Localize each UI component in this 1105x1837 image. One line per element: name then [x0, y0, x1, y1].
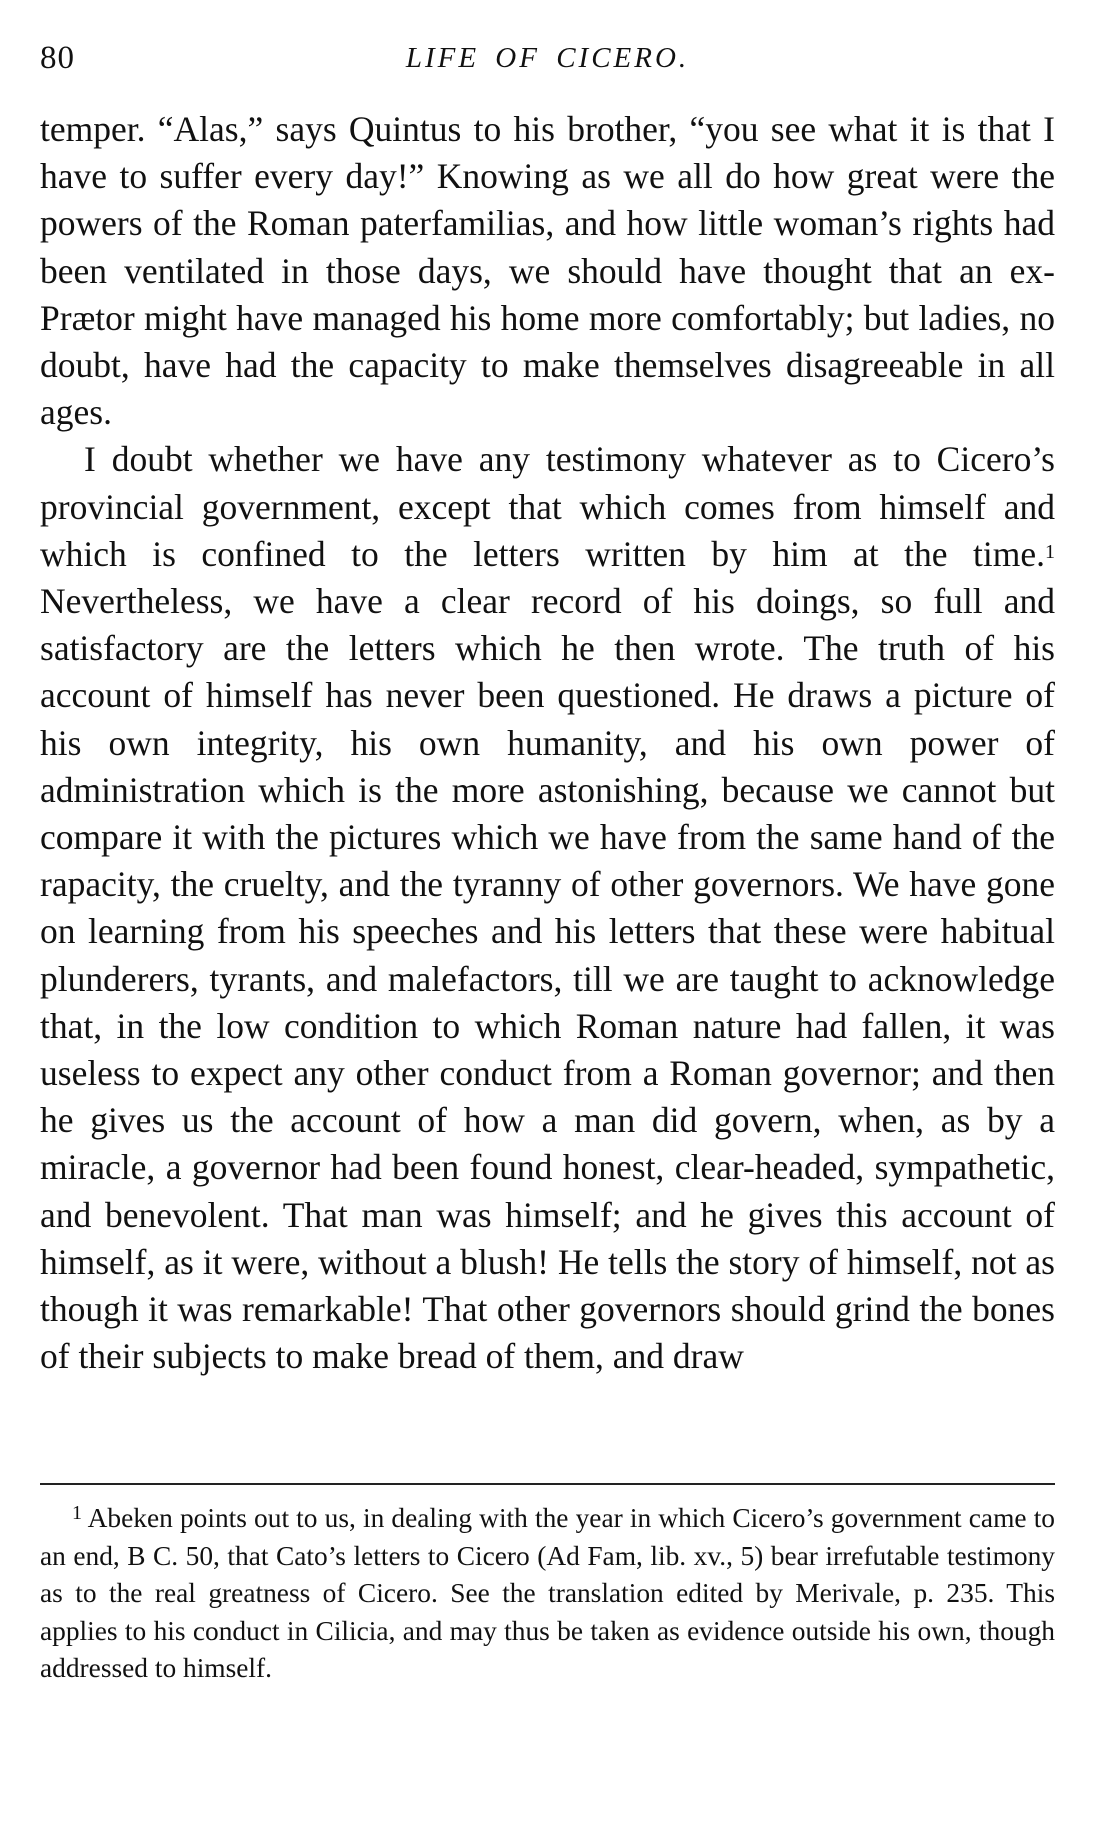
footnote-reference: 1 — [1045, 540, 1055, 563]
paragraph — [40, 436, 1055, 1380]
running-title: LIFE OF CICERO. — [405, 42, 690, 74]
paragraph-text: Nevertheless, we have a clear record of his doings, so full and satisfactory are the letters which he then wrote. The truth of his account of himself has never been questioned. He draws a picture of his own integrity, his own humanity, and his own power of administration which is the more astonishing, because we cannot but compare it with the pictures which we have from the same hand of the rapacity, the cruelty, and the tyranny of other governors. We have gone on learning from his speeches and his letters that these were habitual plunderers, tyrants, and malefactors, till we are taught to acknowledge that, in the low condition to which Roman nature had fallen, it was useless to expect any other conduct from a Roman governor; and then he gives us the account of how a man did govern, when, as by a miracle, a governor had been found honest, clear-headed, sympathetic, and benevolent. That man was himself; and he gives this account of himself, as it were, without a blush! He tells the story of himself, not as though it was remarkable! That other governors should grind the bones of their subjects to make bread of them, and draw — [40, 581, 1055, 1377]
paragraph: temper. “Alas,” says Quintus to his brother, “you see what it is that I have to suffer every day!” Knowing as we all do how great were the powers of the Roman paterfamilias, and how little woman’s rights had been ventilated in those days, we should have thought that an ex-Prætor might have managed his home more comfortably; but ladies, no doubt, have had the capacity to make themselves disagreeable in all ages. — [40, 109, 1055, 433]
paragraph-text: I doubt whether we have any testimony whatever as to Cicero’s provincial government, except that which comes from himself and which is confined to the letters written by him at the time. — [40, 439, 1055, 574]
running-head — [40, 36, 1055, 80]
page-number: 80 — [40, 40, 75, 76]
footnote-marker: 1 — [72, 1502, 82, 1524]
footnote-text: Abeken points out to us, in dealing with the year in which Cicero’s government came to an end, B C. 50, that Cato’s letters to Cicero (Ad Fam, lib. xv., 5) bear irrefutable testimony as to the real greatness of Cicero. See the translation edited by Merivale, p. 235. This applies to his conduct in Cilicia, and may thus be taken as evidence outside his own, though addressed to himself. — [40, 1503, 1055, 1684]
footnote — [40, 1500, 1055, 1688]
body-text — [40, 106, 1055, 1380]
footnote-divider — [40, 1483, 1055, 1485]
